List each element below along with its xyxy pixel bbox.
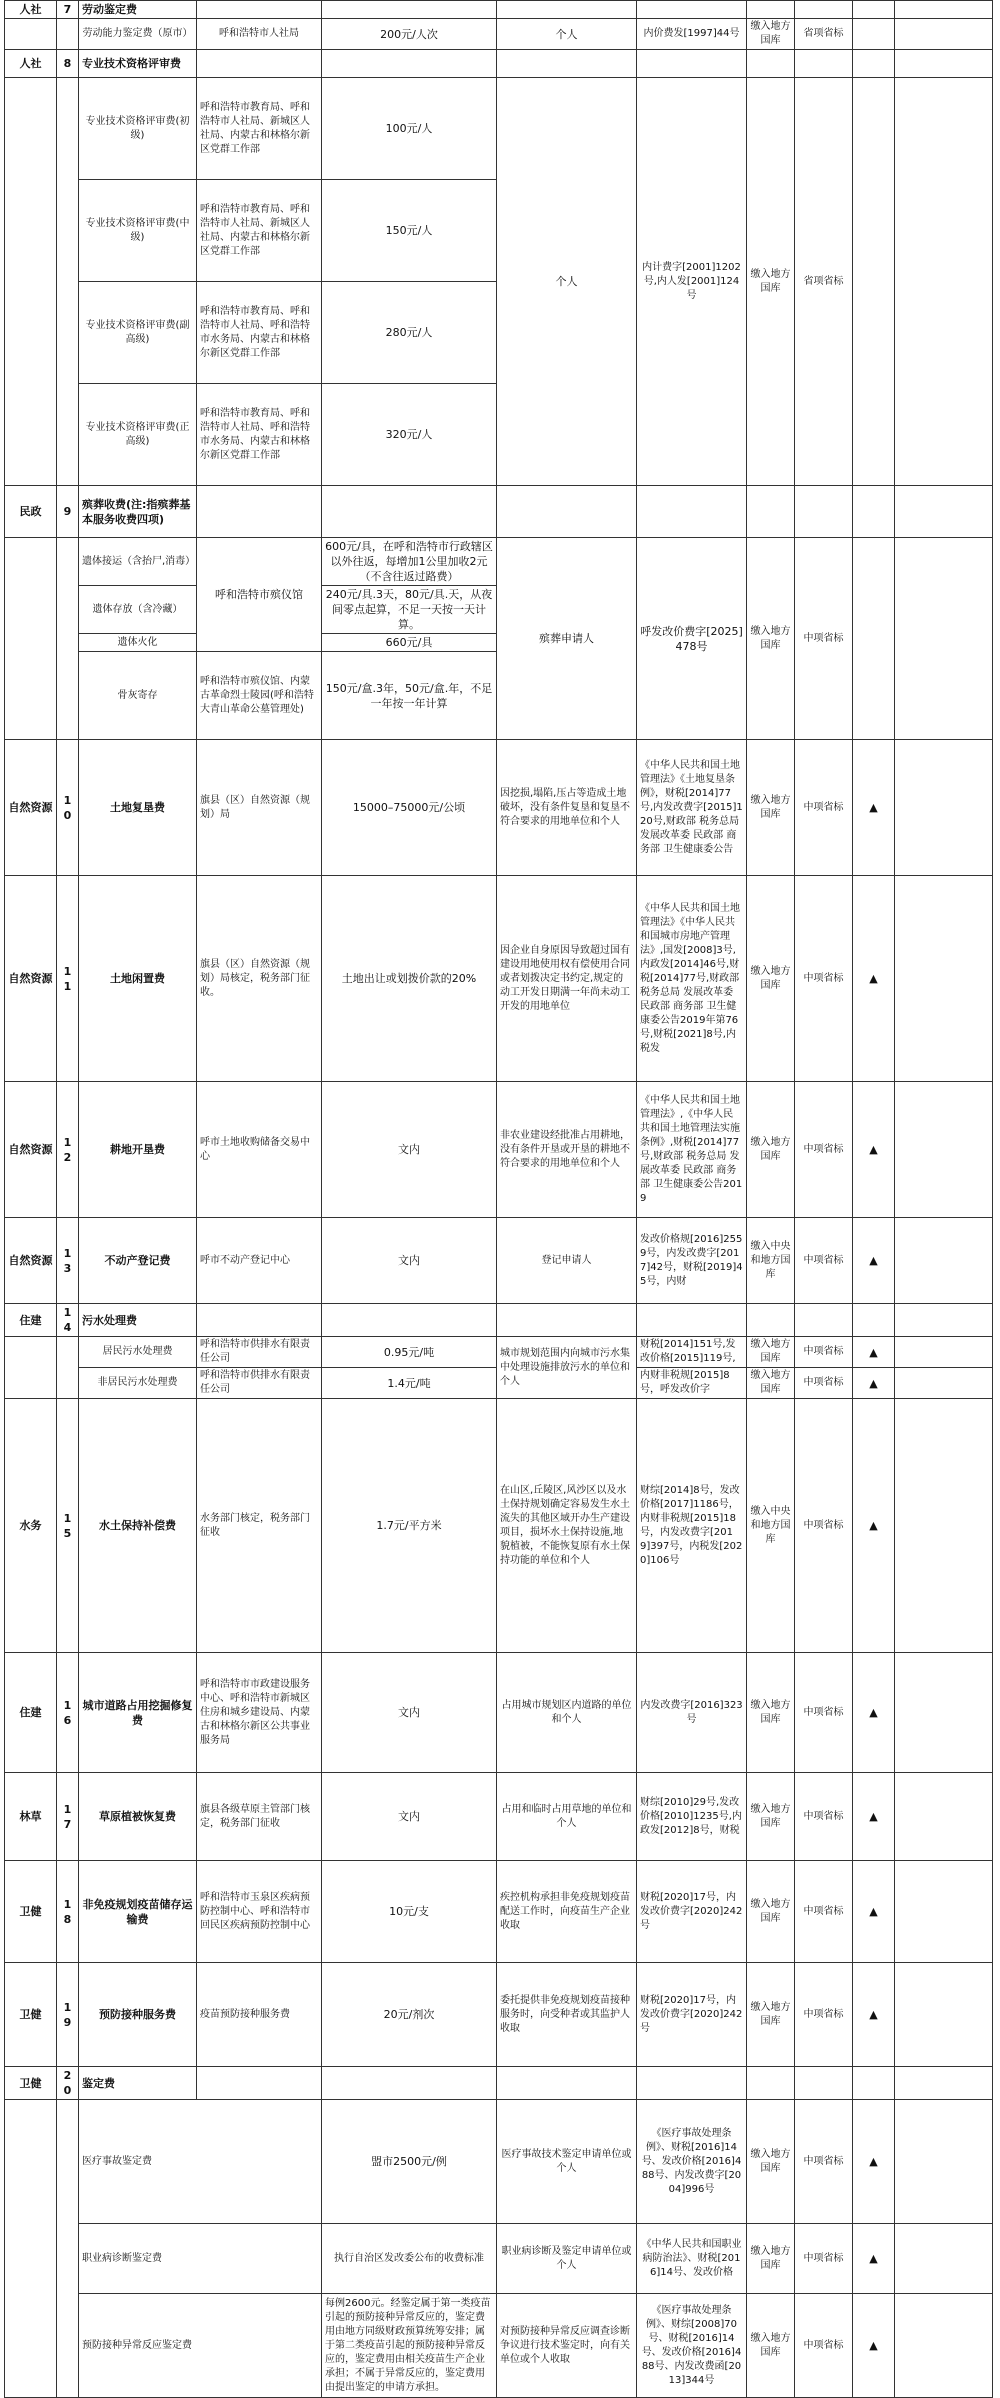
payer-cell: 个人 [497,78,637,486]
sub-item-name: 遗体存放（含冷藏） [79,586,197,634]
table-row [5,1,993,19]
dept-cell: 自然资源 [5,1082,57,1218]
triangle-mark-icon: ▲ [853,2100,895,2224]
level-cell: 中项省标 [795,1963,853,2067]
payer-cell: 城市规划范围内向城市污水集中处理设施排放污水的单位和个人 [497,1337,637,1399]
basis-cell: 内发改费字[2016]323号 [637,1653,747,1773]
sub-item-name: 专业技术资格评审费(中级) [79,180,197,282]
unit-cell: 旗县（区）自然资源（规划）局 [197,740,322,876]
standard-cell: 240元/具.3天，80元/具.天，从夜间零点起算，不足一天按一天计算。 [322,586,497,634]
payer-cell: 占用和临时占用草地的单位和个人 [497,1773,637,1861]
triangle-mark-icon: ▲ [853,1653,895,1773]
unit-cell: 呼市不动产登记中心 [197,1218,322,1304]
standard-cell: 文内 [322,1773,497,1861]
fee-title: 土地闲置费 [79,876,197,1082]
table-row [5,2067,993,2100]
fee-title: 殡葬收费(注:指殡葬基本服务收费四项) [79,486,197,538]
treasury-cell: 缴入地方国库 [747,876,795,1082]
num-cell: 18 [57,1861,79,1963]
treasury-cell: 缴入地方国库 [747,19,795,50]
level-cell: 省项省标 [795,19,853,50]
standard-cell: 1.4元/吨 [322,1368,497,1399]
triangle-mark-icon: ▲ [853,1218,895,1304]
payer-cell: 因企业自身原因导致超过国有建设用地使用权有偿使用合同或者划拨决定书约定,规定的动工开发日期满一年尚未动工开发的用地单位 [497,876,637,1082]
fee-title: 污水处理费 [79,1304,197,1337]
treasury-cell: 缴入地方国库 [747,1368,795,1399]
num-cell: 20 [57,2067,79,2100]
standard-cell: 文内 [322,1218,497,1304]
treasury-cell: 缴入地方国库 [747,538,795,740]
payer-cell: 占用城市规划区内道路的单位和个人 [497,1653,637,1773]
basis-cell: 财综[2010]29号,发改价格[2010]1235号,内政发[2012]8号，财税 [637,1773,747,1861]
payer-cell: 因挖损,塌陷,压占等造成土地破坏，没有条件复垦和复垦不符合要求的用地单位和个人 [497,740,637,876]
unit-cell: 疫苗预防接种服务费 [197,1963,322,2067]
triangle-mark-icon: ▲ [853,1773,895,1861]
unit-cell: 呼和浩特市教育局、呼和浩特市人社局、新城区人社局、内蒙古和林格尔新区党群工作部 [197,180,322,282]
level-cell: 中项省标 [795,1082,853,1218]
level-cell: 中项省标 [795,740,853,876]
treasury-cell: 缴入地方国库 [747,1773,795,1861]
num-cell: 12 [57,1082,79,1218]
level-cell: 中项省标 [795,876,853,1082]
basis-cell: 呼发改价费字[2025]478号 [637,538,747,740]
table-row [5,486,993,538]
table-row [5,1082,993,1218]
treasury-cell: 缴入中央和地方国库 [747,1399,795,1653]
fee-title: 不动产登记费 [79,1218,197,1304]
treasury-cell: 缴入地方国库 [747,2224,795,2294]
fee-title: 耕地开垦费 [79,1082,197,1218]
triangle-mark-icon: ▲ [853,1368,895,1399]
basis-cell: 内价费发[1997]44号 [637,19,747,50]
level-cell: 中项省标 [795,2294,853,2398]
triangle-mark-icon: ▲ [853,1963,895,2067]
standard-cell: 200元/人次 [322,19,497,50]
basis-cell: 《医疗事故处理条例》、财税[2016]14号、发改价格[2016]488号、内发改费字[2004]996号 [637,2100,747,2224]
standard-cell: 文内 [322,1653,497,1773]
basis-cell: 财税[2014]151号,发改价格[2015]119号, [637,1337,747,1368]
payer-cell: 非农业建设经批准占用耕地，没有条件开垦或开垦的耕地不符合要求的用地单位和个人 [497,1082,637,1218]
triangle-mark-icon: ▲ [853,2224,895,2294]
level-cell: 中项省标 [795,1218,853,1304]
treasury-cell: 缴入地方国库 [747,78,795,486]
level-cell: 中项省标 [795,1399,853,1653]
unit-cell: 呼和浩特市市政建设服务中心、呼和浩特市新城区住房和城乡建设局、内蒙古和林格尔新区公共事业服务局 [197,1653,322,1773]
level-cell: 中项省标 [795,1653,853,1773]
num-cell: 8 [57,50,79,78]
table-row [5,1653,993,1773]
standard-cell: 土地出让或划拨价款的20% [322,876,497,1082]
num-cell: 15 [57,1399,79,1653]
triangle-mark-icon: ▲ [853,1082,895,1218]
table-row [5,1304,993,1337]
num-cell: 7 [57,1,79,19]
basis-cell: 《中华人民共和国土地管理法》《中华人民共和国城市房地产管理法》,国发[2008]3号,内政发[2014]46号,财税[2014]77号,财政部 税务总局 发展改革委 民政部 商务部 卫生健康委公告2019年第76号,财税[2021]8号,内税发 [637,876,747,1082]
standard-cell: 0.95元/吨 [322,1337,497,1368]
sub-item-name: 医疗事故鉴定费 [79,2100,322,2224]
sub-item-name: 骨灰寄存 [79,652,197,740]
payer-cell: 对预防接种异常反应调查诊断争议进行技术鉴定时，向有关单位或个人收取 [497,2294,637,2398]
fee-title: 草原植被恢复费 [79,1773,197,1861]
table-row [5,740,993,876]
dept-cell: 自然资源 [5,740,57,876]
treasury-cell: 缴入地方国库 [747,1082,795,1218]
unit-cell: 呼和浩特市教育局、呼和浩特市人社局、呼和浩特市水务局、内蒙古和林格尔新区党群工作部 [197,384,322,486]
sub-item-name: 遗体火化 [79,634,197,652]
table-row [5,1337,993,1368]
table-row [5,1218,993,1304]
level-cell: 中项省标 [795,2100,853,2224]
table-row [5,876,993,1082]
table-row [5,1861,993,1963]
fee-title: 土地复垦费 [79,740,197,876]
treasury-cell: 缴入地方国库 [747,2294,795,2398]
basis-cell: 发改价格规[2016]2559号，内发改费字[2017]42号，财税[2019]45号，内财 [637,1218,747,1304]
treasury-cell: 缴入地方国库 [747,1653,795,1773]
fee-title: 预防接种服务费 [79,1963,197,2067]
level-cell: 中项省标 [795,1773,853,1861]
basis-cell: 《中华人民共和国职业病防治法》、财税[2016]14号、发改价格 [637,2224,747,2294]
payer-cell: 登记申请人 [497,1218,637,1304]
table-row [5,2100,993,2224]
num-cell: 10 [57,740,79,876]
unit-cell: 呼和浩特市供排水有限责任公司 [197,1368,322,1399]
basis-cell: 内财非税规[2015]8号，呼发改价字 [637,1368,747,1399]
basis-cell: 内计费字[2001]1202号,内人发[2001]124号 [637,78,747,486]
level-cell: 省项省标 [795,78,853,486]
table-row [5,78,993,180]
table-row [5,1963,993,2067]
standard-cell: 320元/人 [322,384,497,486]
num-cell: 13 [57,1218,79,1304]
payer-cell: 在山区,丘陵区,风沙区以及水土保持规划确定容易发生水土流失的其他区域开办生产建设项目，损坏水土保持设施,地貌植被，不能恢复原有水土保持功能的单位和个人 [497,1399,637,1653]
unit-cell: 旗县（区）自然资源（规划）局核定，税务部门征收。 [197,876,322,1082]
unit-cell: 呼和浩特市殡仪馆、内蒙古革命烈士陵园(呼和浩特大青山革命公墓管理处) [197,652,322,740]
dept-cell: 林草 [5,1773,57,1861]
unit-cell: 呼和浩特市玉泉区疾病预防控制中心、呼和浩特市回民区疾病预防控制中心 [197,1861,322,1963]
standard-cell: 150元/盒.3年，50元/盒.年，不足一年按一年计算 [322,652,497,740]
table-row [5,538,993,586]
standard-cell: 1.7元/平方米 [322,1399,497,1653]
standard-cell: 150元/人 [322,180,497,282]
dept-cell: 人社 [5,50,57,78]
standard-cell: 600元/具，在呼和浩特市行政辖区以外往返，每增加1公里加收2元（不含往返过路费） [322,538,497,586]
unit-cell: 呼和浩特市人社局 [197,19,322,50]
standard-cell: 文内 [322,1082,497,1218]
treasury-cell: 缴入地方国库 [747,1337,795,1368]
sub-item-name: 劳动能力鉴定费（原市） [79,19,197,50]
basis-cell: 《医疗事故处理条例》、财综[2008]70号、财税[2016]14号、发改价格[2016]488号、内发改费函[2013]344号 [637,2294,747,2398]
payer-cell: 职业病诊断及鉴定申请单位或个人 [497,2224,637,2294]
payer-cell: 个人 [497,19,637,50]
treasury-cell: 缴入地方国库 [747,1861,795,1963]
basis-cell: 《中华人民共和国土地管理法》《土地复垦条例》，财税[2014]77号,内发改费字[2015]120号,财政部 税务总局 发展改革委 民政部 商务部 卫生健康委公告 [637,740,747,876]
triangle-mark-icon: ▲ [853,1861,895,1963]
level-cell: 中项省标 [795,2224,853,2294]
num-cell: 17 [57,1773,79,1861]
sub-item-name: 专业技术资格评审费(初级) [79,78,197,180]
level-cell: 中项省标 [795,1337,853,1368]
fee-title: 水土保持补偿费 [79,1399,197,1653]
unit-cell: 呼和浩特市供排水有限责任公司 [197,1337,322,1368]
fee-title: 鉴定费 [79,2067,197,2100]
sub-item-name: 非居民污水处理费 [79,1368,197,1399]
treasury-cell: 缴入中央和地方国库 [747,1218,795,1304]
payer-cell: 委托提供非免疫规划疫苗接种服务时，向受种者或其监护人收取 [497,1963,637,2067]
unit-cell: 呼和浩特市教育局、呼和浩特市人社局、新城区人社局、内蒙古和林格尔新区党群工作部 [197,78,322,180]
unit-cell: 旗县各级草原主管部门核定，税务部门征收 [197,1773,322,1861]
basis-cell: 财税[2020]17号，内发改价费字[2020]242号 [637,1861,747,1963]
triangle-mark-icon: ▲ [853,1399,895,1653]
level-cell: 中项省标 [795,1368,853,1399]
payer-cell: 医疗事故技术鉴定申请单位或个人 [497,2100,637,2224]
dept-cell: 住建 [5,1653,57,1773]
standard-cell: 每例2600元。经鉴定属于第一类疫苗引起的预防接种异常反应的，鉴定费用由地方同级财政预算统筹安排；属于第二类疫苗引起的预防接种异常反应的，鉴定费用由相关疫苗生产企业承担；不属于异常反应的，鉴定费用由提出鉴定的申请方承担。 [322,2294,497,2398]
fee-table [4,0,993,2398]
standard-cell: 280元/人 [322,282,497,384]
triangle-mark-icon: ▲ [853,1337,895,1368]
dept-cell: 住建 [5,1304,57,1337]
table-row [5,1773,993,1861]
num-cell: 19 [57,1963,79,2067]
level-cell: 中项省标 [795,538,853,740]
table-row [5,50,993,78]
num-cell: 11 [57,876,79,1082]
standard-cell: 盟市2500元/例 [322,2100,497,2224]
fee-title: 非免疫规划疫苗储存运输费 [79,1861,197,1963]
payer-cell: 殡葬申请人 [497,538,637,740]
table-row [5,2294,993,2398]
table-row [5,19,993,50]
dept-cell: 人社 [5,1,57,19]
dept-cell: 卫健 [5,2067,57,2100]
unit-cell: 呼和浩特市教育局、呼和浩特市人社局、呼和浩特市水务局、内蒙古和林格尔新区党群工作部 [197,282,322,384]
standard-cell: 100元/人 [322,78,497,180]
standard-cell: 660元/具 [322,634,497,652]
level-cell: 中项省标 [795,1861,853,1963]
triangle-mark-icon: ▲ [853,2294,895,2398]
sub-item-name: 专业技术资格评审费(副高级) [79,282,197,384]
payer-cell: 疾控机构承担非免疫规划疫苗配送工作时，向疫苗生产企业收取 [497,1861,637,1963]
num-cell: 16 [57,1653,79,1773]
basis-cell: 财综[2014]8号，发改价格[2017]1186号，内财非税规[2015]18号，内发改费字[2019]397号，内税发[2020]106号 [637,1399,747,1653]
sub-item-name: 居民污水处理费 [79,1337,197,1368]
dept-cell: 民政 [5,486,57,538]
standard-cell: 10元/支 [322,1861,497,1963]
sub-item-name: 专业技术资格评审费(正高级) [79,384,197,486]
dept-cell: 水务 [5,1399,57,1653]
fee-title: 城市道路占用挖掘修复费 [79,1653,197,1773]
basis-cell: 财税[2020]17号，内发改价费字[2020]242号 [637,1963,747,2067]
table-row [5,2224,993,2294]
treasury-cell: 缴入地方国库 [747,2100,795,2224]
treasury-cell: 缴入地方国库 [747,740,795,876]
dept-cell: 自然资源 [5,1218,57,1304]
sub-item-name: 预防接种异常反应鉴定费 [79,2294,322,2398]
fee-title: 专业技术资格评审费 [79,50,197,78]
triangle-mark-icon: ▲ [853,876,895,1082]
standard-cell: 15000–75000元/公顷 [322,740,497,876]
standard-cell: 执行自治区发改委公布的收费标准 [322,2224,497,2294]
unit-cell: 水务部门核定，税务部门征收 [197,1399,322,1653]
dept-cell: 卫健 [5,1861,57,1963]
dept-cell: 自然资源 [5,876,57,1082]
fee-title: 劳动鉴定费 [79,1,197,19]
triangle-mark-icon: ▲ [853,740,895,876]
num-cell: 9 [57,486,79,538]
dept-cell: 卫健 [5,1963,57,2067]
unit-cell: 呼和浩特市殡仪馆 [197,538,322,652]
num-cell: 14 [57,1304,79,1337]
sub-item-name: 职业病诊断鉴定费 [79,2224,322,2294]
basis-cell: 《中华人民共和国土地管理法》,《中华人民共和国土地管理法实施条例》,财税[2014]77号,财政部 税务总局 发展改革委 民政部 商务部 卫生健康委公告2019 [637,1082,747,1218]
unit-cell: 呼市土地收购储备交易中心 [197,1082,322,1218]
table-row [5,1399,993,1653]
sub-item-name: 遗体接运（含抬尸,消毒） [79,538,197,586]
treasury-cell: 缴入地方国库 [747,1963,795,2067]
standard-cell: 20元/剂次 [322,1963,497,2067]
